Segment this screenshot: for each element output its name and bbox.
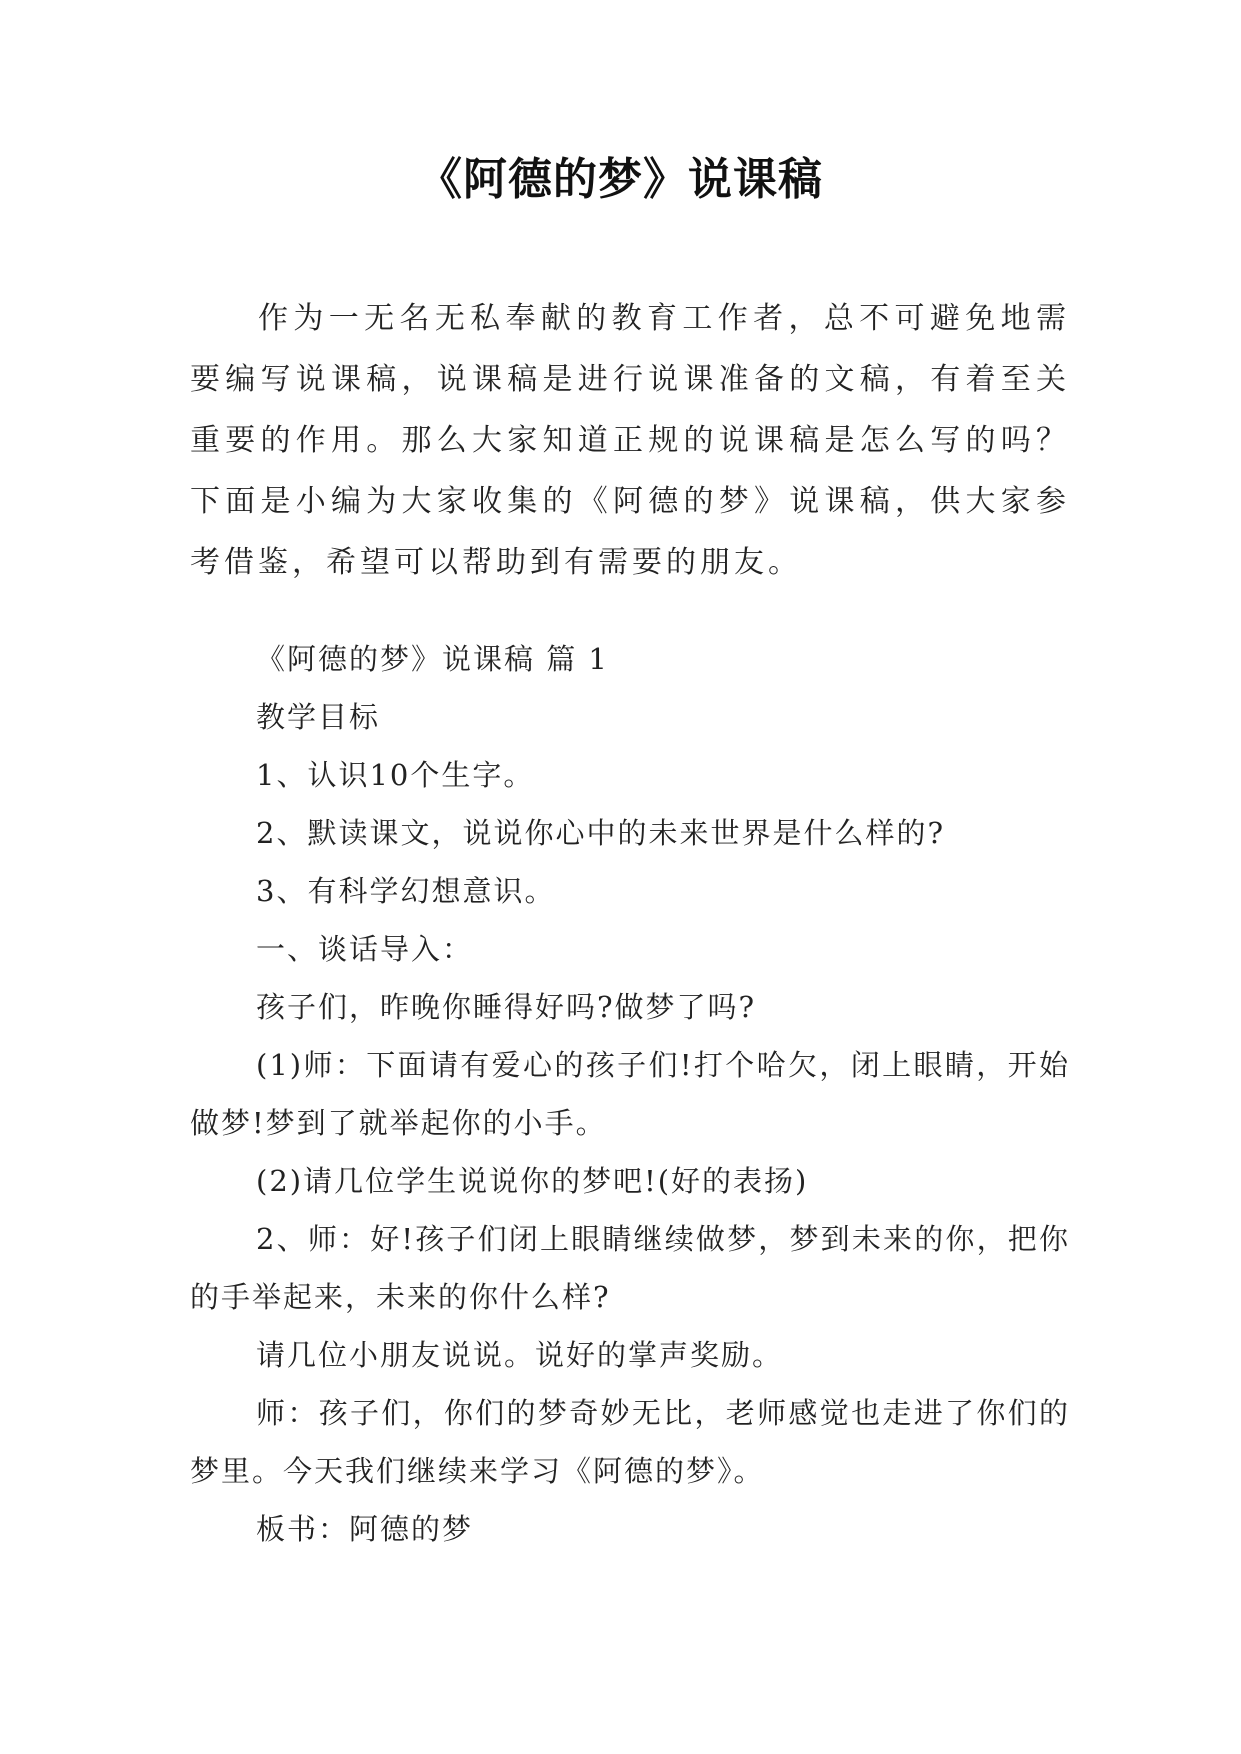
body-paragraph: 3、有科学幻想意识。 [256, 874, 556, 908]
document-title: 《阿德的梦》说课稿 [418, 154, 823, 205]
body-paragraph: 教学目标 [256, 700, 381, 734]
section-heading: 《阿德的梦》说课稿 篇 1 [256, 642, 609, 676]
body-paragraph: (1)师：下面请有爱心的孩子们!打个哈欠，闭上眼睛，开始做梦!梦到了就举起你的小手。 [190, 1048, 1070, 1140]
body-paragraph: 请几位小朋友说说。说好的掌声奖励。 [256, 1338, 784, 1372]
body-paragraph: 师：孩子们，你们的梦奇妙无比，老师感觉也走进了你们的梦里。今天我们继续来学习《阿德的梦》。 [190, 1396, 1070, 1488]
body-paragraph: 2、师：好!孩子们闭上眼睛继续做梦，梦到未来的你，把你的手举起来，未来的你什么样? [190, 1222, 1070, 1314]
intro-paragraph: 作为一无名无私奉献的教育工作者，总不可避免地需要编写说课稿，说课稿是进行说课准备的文稿，有着至关重要的作用。那么大家知道正规的说课稿是怎么写的吗？下面是小编为大家收集的《阿德的梦》说课稿，供大家参考借鉴，希望可以帮助到有需要的朋友。 [190, 301, 1070, 580]
document-body [190, 630, 1070, 1558]
body-paragraph: 2、默读课文，说说你心中的未来世界是什么样的? [256, 816, 945, 850]
body-paragraph: 孩子们，昨晚你睡得好吗?做梦了吗? [256, 990, 757, 1024]
body-paragraph: 1、认识10个生字。 [256, 758, 535, 792]
body-paragraph: 一、谈话导入： [256, 932, 474, 966]
body-paragraph: (2)请几位学生说说你的梦吧!(好的表扬) [256, 1164, 809, 1198]
body-paragraph: 板书：阿德的梦 [256, 1512, 474, 1546]
